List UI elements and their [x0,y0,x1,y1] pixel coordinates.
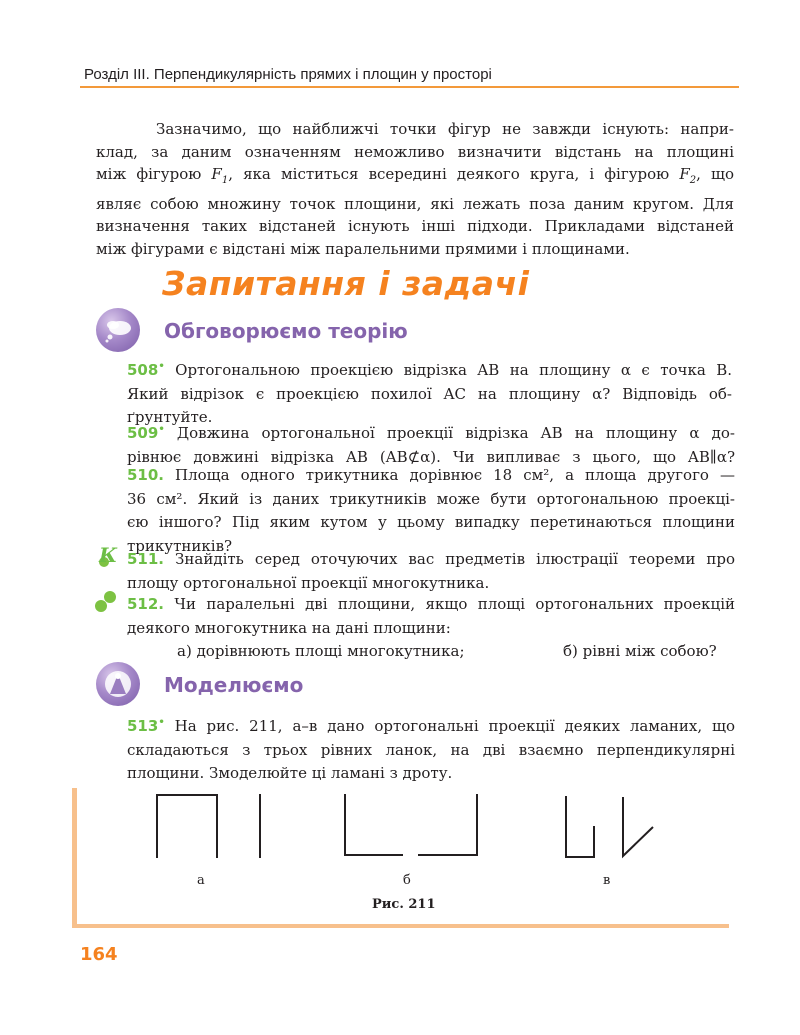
projection-a-left [157,795,217,858]
exercise-513 [127,711,735,786]
intro-line: між фігурами є відстані між паралельними прямими і площинами. [96,239,630,258]
figure-label-a: а [197,873,205,888]
model-figure-icon [96,662,140,706]
projection-b-right [418,794,477,855]
intro-line: клад, за даним означенням неможливо визначити відстань на площині [96,142,734,161]
two-dots-icon [95,590,121,616]
intro-line [96,163,734,193]
svg-text:К: К [99,543,118,567]
figure-symbol-f2: $F_2$ [679,165,697,186]
figure-symbol-f1: $F_1$ [211,165,229,186]
exercise-number: 511. [127,550,165,568]
option-b: б) рівні між собою? [563,642,717,660]
letter-k-icon [95,543,121,569]
intro-text: , що [696,165,734,183]
exercise-511 [127,548,735,595]
model-heading: Моделюємо [164,673,304,697]
option-a: а) дорівнюють площі многокутника; [177,642,465,660]
speech-bubble-icon [96,308,140,352]
exercise-line: 510. Площа одного трикутника дорівнює 18 см², а площа другого — [127,466,735,484]
exercise-512 [127,593,735,664]
section-title: Запитання і задачі [162,264,530,303]
figure-label-b: б [403,873,411,888]
exercise-line: площини. Змоделюйте ці ламані з дроту. [127,764,453,782]
intro-line: являє собою множину точок площини, які лежать поза даним кругом. Для [96,194,734,213]
exercise-line: 509• Довжина ортогональної проекції відрізка AB на площину α до- [127,424,735,442]
exercise-510 [127,464,735,558]
exercise-line: рівнює довжині відрізка AB (AB⊄α). Чи випливає з цього, що AB∥α? [127,447,735,466]
exercise-line: трикутників? [127,536,233,555]
header-divider [80,86,739,88]
exercise-options [127,640,735,664]
theory-heading: Обговорюємо теорію [164,319,408,343]
exercise-line: ґрунтуйте. [127,408,213,426]
exercise-line: 512. Чи паралельні дві площини, якщо площі ортогональних проекцій [127,595,735,613]
exercise-number: 512. [127,595,165,613]
exercise-line: 36 см². Який із даних трикутників може бути ортогональною проекці- [127,489,735,508]
page-number: 164 [80,944,118,965]
exercise-number: 510. [127,466,165,484]
projection-b-left [345,794,403,855]
exercise-line: Який відрізок є проекцією похилої AC на площину α? Відповідь об- [127,384,732,403]
intro-line: Зазначимо, що найближчі точки фігур не завжди існують: напри- [156,120,734,138]
exercise-number: 508• [127,361,165,379]
intro-line: визначення таких відстаней існують інші підходи. Прикладами відстаней [96,217,734,235]
intro-text: , яка міститься всередині деякого круга, і фігурою [228,165,680,183]
running-header: Розділ III. Перпендикулярність прямих і площин у просторі [84,66,492,83]
intro-text: між фігурою [96,165,212,183]
exercise-line: 511. Знайдіть серед оточуючих вас предметів ілюстрації теореми про [127,550,735,568]
exercise-509 [127,418,735,469]
exercise-line: 508• Ортогональною проекцією відрізка AB на площину α є точка B. [127,361,732,379]
figure-label-c: в [603,873,611,888]
exercise-line: єю іншого? Під яким кутом у цьому випадку перетинаються площини [127,513,735,531]
exercise-line: площу ортогональної проекції многокутника. [127,573,490,592]
exercise-line: складаються з трьох рівних ланок, на дві взаємно перпендикулярні [127,740,735,759]
projection-c-right [623,797,653,856]
exercise-number: 509• [127,424,165,442]
figure-bottom-bar [72,924,729,928]
intro-paragraph [96,118,734,260]
exercise-line: деякого многокутника на дані площини: [127,618,451,637]
exercise-number: 513• [127,717,165,735]
projection-c-left [566,796,594,857]
figure-caption: Рис. 211 [372,897,436,912]
exercise-line: 513• На рис. 211, а–в дано ортогональні проекції деяких ламаних, що [127,717,735,735]
